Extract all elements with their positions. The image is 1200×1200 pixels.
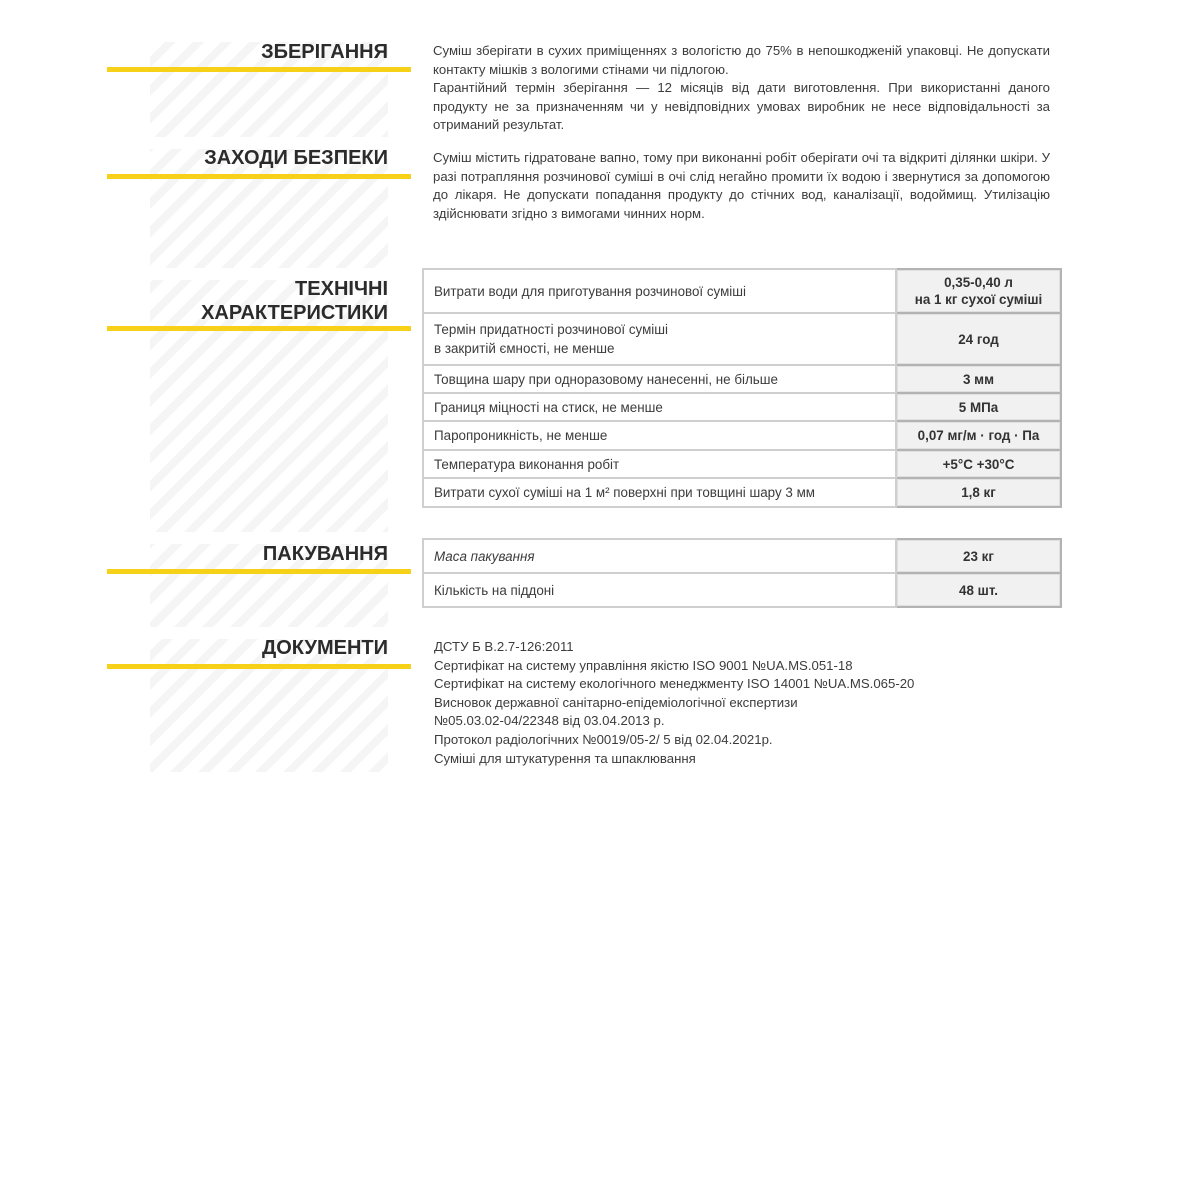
spec-value: +5°С +30°С [896, 450, 1061, 478]
spec-label: Товщина шару при одноразовому нанесенні, не більше [423, 365, 896, 393]
storage-paragraph-2: Гарантійний термін зберігання — 12 місяців від дати виготовлення. При використанні даного продукту не за призначенням чи у невідповідних умовах виробник не несе відповідальності за отриманий результат. [433, 80, 1050, 132]
document-line: Протокол радіологічних №0019/05-2/ 5 від 02.04.2021р. [434, 731, 773, 747]
table-row [423, 393, 1061, 421]
section-title-packaging: ПАКУВАННЯ [262, 543, 388, 565]
accent-underline [107, 664, 411, 669]
section-title-tech [201, 277, 388, 325]
spec-label: Границя міцності на стиск, не менше [423, 393, 896, 421]
stripe-gap [150, 0, 388, 42]
spec-value: 3 мм [896, 365, 1061, 393]
spec-label-line1: Термін придатності розчинової суміші [434, 322, 668, 337]
tech-title-line1: ТЕХНІЧНІ [295, 278, 388, 300]
spec-value: 1,8 кг [896, 478, 1061, 507]
document-line: Сертифікат на систему управління якістю ISO 9001 №UA.MS.051-18 [434, 657, 853, 673]
spec-label: Температура виконання робіт [423, 450, 896, 478]
packaging-value: 23 кг [896, 539, 1061, 573]
table-row [423, 421, 1061, 450]
packaging-value: 48 шт. [896, 573, 1061, 607]
table-row [423, 478, 1061, 507]
tech-title-line2: ХАРАКТЕРИСТИКИ [201, 302, 388, 324]
document-line: №05.03.02-04/22348 від 03.04.2013 р. [434, 713, 665, 729]
document-line: Висновок державної санітарно-епідеміологічної експертизи [434, 694, 798, 710]
table-row [423, 313, 1061, 365]
section-title-documents: ДОКУМЕНТИ [262, 637, 388, 659]
spec-label: Витрати сухої суміші на 1 м² поверхні при товщині шару 3 мм [423, 478, 896, 507]
tech-specs-table [422, 268, 1062, 508]
safety-text: Суміш містить гідратоване вапно, тому при виконанні робіт оберігати очі та відкриті ділянки шкіри. У разі потрапляння розчинової суміші в очі слід негайно промити їх водою і звернутися за допомогою до лікаря. Не допускати попадання продукту до стічних вод, каналізації, водоймищ. Утилізацію здійснювати згідно з вимогами чинних норм. [433, 150, 1050, 221]
document-line: Сертифікат на систему екологічного менеджменту ISO 14001 №UA.MS.065-20 [434, 676, 915, 692]
spec-value [896, 269, 1061, 313]
spec-label-line2: в закритій ємності, не менше [434, 341, 615, 356]
accent-underline [107, 67, 411, 72]
document-line: Суміші для штукатурення та шпаклювання [434, 750, 696, 766]
accent-underline [107, 569, 411, 574]
section-title-safety: ЗАХОДИ БЕЗПЕКИ [204, 147, 388, 169]
spec-label [423, 313, 896, 365]
table-row [423, 539, 1061, 573]
documents-list [434, 638, 914, 768]
accent-underline [107, 326, 411, 331]
spec-label: Витрати води для приготування розчинової суміші [423, 269, 896, 313]
spec-value: 0,07 мг/м · год · Па [896, 421, 1061, 450]
spec-value-line2: на 1 кг сухої суміші [914, 292, 1043, 307]
document-line: ДСТУ Б В.2.7-126:2011 [434, 639, 574, 654]
spec-value: 24 год [896, 313, 1061, 365]
spec-value: 5 МПа [896, 393, 1061, 421]
storage-text [433, 42, 1050, 135]
storage-paragraph-1: Суміш зберігати в сухих приміщеннях з вологістю до 75% в непошкодженій упаковці. Не допускати контакту мішків з вологими стінами чи підлогою. [433, 43, 1050, 77]
packaging-label: Кількість на піддоні [423, 573, 896, 607]
table-row [423, 450, 1061, 478]
table-row [423, 573, 1061, 607]
spec-value-line1: 0,35-0,40 л [944, 275, 1013, 290]
table-row [423, 269, 1061, 313]
spec-label: Паропроникність, не менше [423, 421, 896, 450]
packaging-label: Маса пакування [423, 539, 896, 573]
accent-underline [107, 174, 411, 179]
section-title-storage: ЗБЕРІГАННЯ [261, 41, 388, 63]
packaging-table [422, 538, 1062, 608]
table-row [423, 365, 1061, 393]
